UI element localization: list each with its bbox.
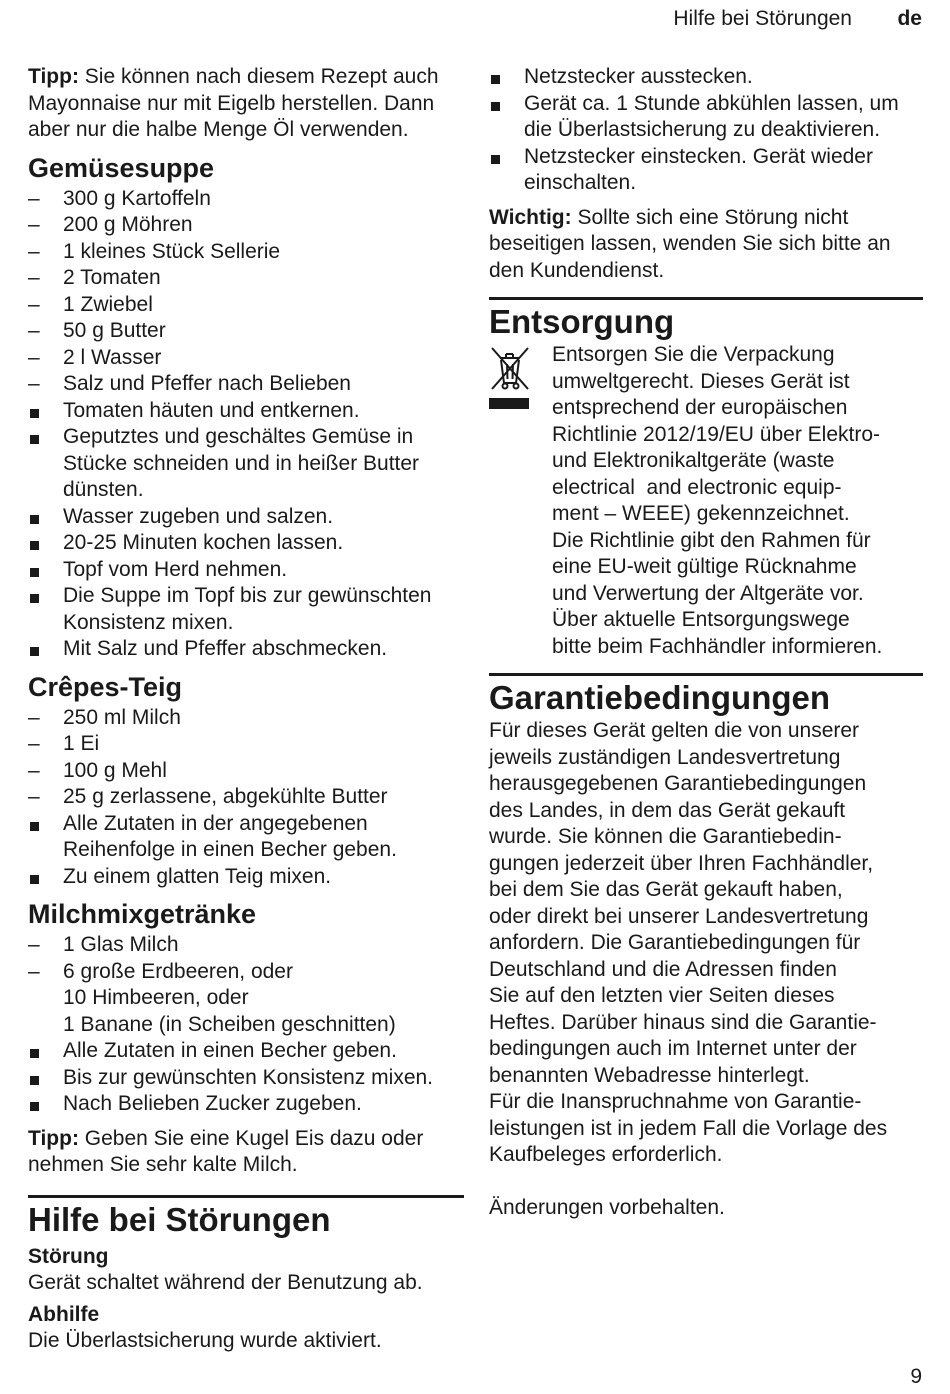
list-item: Gerät ca. 1 Stunde abkühlen lassen, um die Überlastsicherung zu deaktivieren. [489,91,923,144]
list-item: Mit Salz und Pfeffer abschmecken. [28,636,464,663]
list-item: – 100 g Mehl [28,758,464,785]
list-item: Alle Zutaten in einen Becher geben. [28,1038,464,1065]
tip-milchmix: Tipp: Geben Sie eine Kugel Eis dazu oder nehmen Sie sehr kalte Milch. [28,1126,424,1176]
list-item: Netzstecker ausstecken. [489,64,923,91]
changes-reserved-note: Änderungen vorbehalten. [489,1195,725,1219]
header-language-code: de [897,7,922,30]
heading-crepes-teig: Crêpes-Teig [28,671,183,702]
heading-entsorgung: Entsorgung [489,303,675,340]
list-item: – 25 g zerlassene, abgekühlte Butter [28,784,464,811]
section-divider [28,1195,464,1198]
remedy-steps-list [489,64,923,197]
page-header [0,6,950,36]
tip-mayonnaise: Tipp: Sie können nach diesem Rezept auch Mayonnaise nur mit Eigelb herstellen. Dann aber nur die halbe Menge Öl verwenden. [28,65,439,141]
list-item [28,959,464,1039]
list-item: Wasser zugeben und salzen. [28,504,464,531]
list-item: – 250 ml Milch [28,705,464,732]
remedy-text: Die Überlastsicherung wurde aktiviert. [28,1329,382,1352]
list-item: – 300 g Kartoffeln [28,186,464,213]
list-item-line: 10 Himbeeren, oder [63,986,249,1009]
list-item: – 2 Tomaten [28,265,464,292]
warranty-text: Für dieses Gerät gelten die von unserer jeweils zuständigen Landesvertretung herausgegebenen Garantiebedingungen des Landes, in dem das Gerät gekauft wurde. Sie können die Garantiebedin- gungen jederzeit über Ihren Fachhändler, bei dem Sie das Gerät gekauft haben, oder direkt bei unserer Landesvertretung anfordern. Die Garantiebedingungen für Deutschland und die Adressen finden Sie auf den letzten vier Seiten dieses Heftes. Darüber hinaus sind die Garantie- bedingungen auch im Internet unter der benannten Webadresse hinterlegt. Für die Inanspruchnahme von Garantie- leistungen ist in jedem Fall die Vorlage des Kaufbeleges erforderlich. [489,719,888,1166]
section-divider [489,297,923,300]
list-item: – 1 Ei [28,731,464,758]
list-item: Alle Zutaten in der angegebenen Reihenfolge in einen Becher geben. [28,811,464,864]
list-item: Bis zur gewünschten Konsistenz mixen. [28,1065,464,1092]
disposal-text: Entsorgen Sie die Verpackung umweltgerecht. Dieses Gerät ist entsprechend der europäischen Richtlinie 2012/19/EU über Elektro- und Elektronikaltgeräte (waste electrical and electronic equip- ment – WEEE) gekennzeichnet. Die Richtlinie gibt den Rahmen für eine EU-weit gültige Rücknahme und Verwertung der Altgeräte vor. Über aktuelle Entsorgungswege bitte beim Fachhändler informieren. [552,343,883,658]
list-item: – 200 g Möhren [28,212,464,239]
crepes-list [28,705,464,891]
milchmix-list [28,932,464,1118]
list-item: Topf vom Herd nehmen. [28,557,464,584]
page-number: 9 [910,1364,922,1388]
list-item: Tomaten häuten und entkernen. [28,398,464,425]
fault-text: Gerät schaltet während der Benutzung ab. [28,1270,423,1294]
gemuesesuppe-list [28,186,464,663]
heading-hilfe-bei-stoerungen: Hilfe bei Störungen [28,1200,331,1238]
list-item-line: – 6 große Erdbeeren, oder [63,959,293,983]
remedy-label: Abhilfe [28,1303,100,1326]
list-item-line: 1 Banane (in Scheiben geschnitten) [63,1012,396,1036]
crossed-out-bin-icon [489,344,529,422]
section-divider [489,673,923,676]
list-item: – 1 Zwiebel [28,292,464,319]
list-item: Nach Belieben Zucker zugeben. [28,1091,464,1118]
heading-milchmixgetraenke: Milchmixgetränke [28,899,257,929]
list-item: – 50 g Butter [28,318,464,345]
list-item: – 1 Glas Milch [28,932,464,959]
list-item: Netzstecker einstecken. Gerät wieder einschalten. [489,144,923,197]
list-item: Die Suppe im Topf bis zur gewünschten Konsistenz mixen. [28,583,464,636]
list-item: 20-25 Minuten kochen lassen. [28,530,464,557]
heading-garantiebedingungen: Garantiebedingungen [489,679,831,716]
heading-gemuesesuppe: Gemüsesuppe [28,152,215,183]
important-note: Wichtig: Sollte sich eine Störung nicht beseitigen lassen, wenden Sie sich bitte an den Kundendienst. [489,205,891,282]
list-item: – 2 l Wasser [28,345,464,372]
list-item: Geputztes und geschältes Gemüse in Stücke schneiden und in heißer Butter dünsten. [28,424,464,504]
header-section-title: Hilfe bei Störungen [673,7,852,30]
right-column [489,64,923,1221]
list-item: – 1 kleines Stück Sellerie [28,239,464,266]
left-column [28,64,464,1355]
fault-label: Störung [28,1244,109,1268]
list-item: – Salz und Pfeffer nach Belieben [28,371,464,398]
list-item: Zu einem glatten Teig mixen. [28,864,464,891]
disposal-block [489,342,923,660]
